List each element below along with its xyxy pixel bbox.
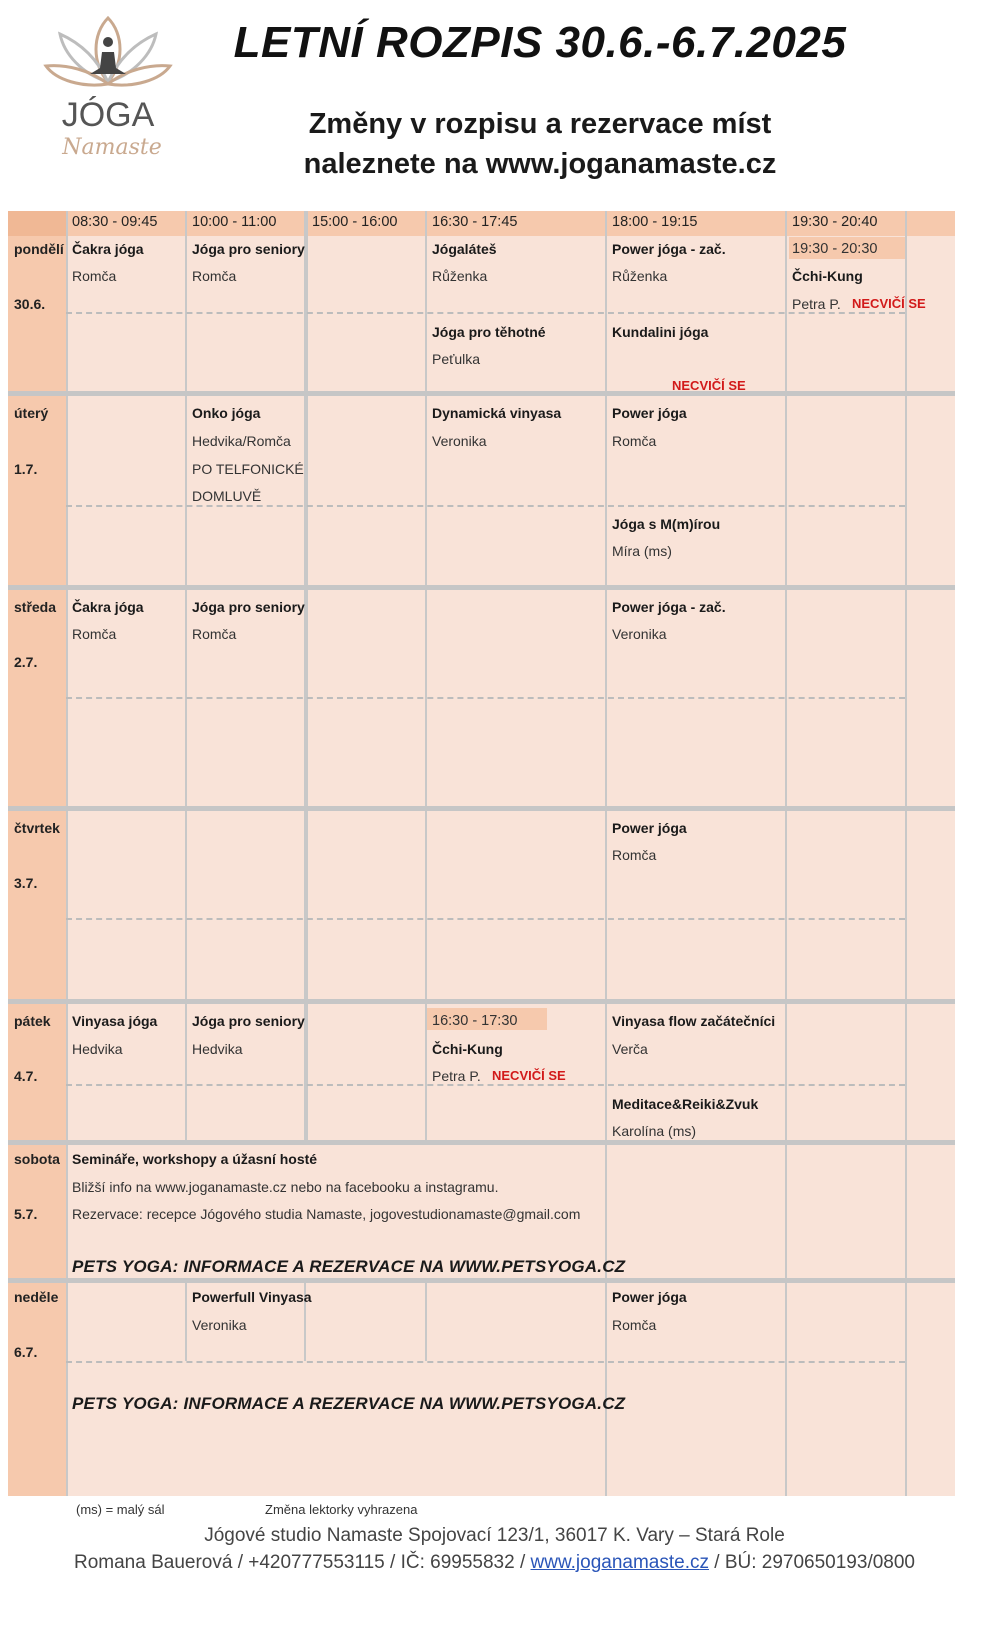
half-hour-dash <box>66 697 905 699</box>
half-hour-dash <box>66 312 905 314</box>
teacher-name: Růženka <box>612 268 668 284</box>
class-name: Vinyasa jóga <box>72 1013 158 1029</box>
pets-yoga-note: PETS YOGA: INFORMACE A REZERVACE NA WWW.PETSYOGA.CZ <box>72 1394 626 1413</box>
time-tag-label: 16:30 - 17:30 <box>432 1013 518 1029</box>
teacher-name: Růženka <box>432 268 488 284</box>
pets-yoga-note: PETS YOGA: INFORMACE A REZERVACE NA WWW.PETSYOGA.CZ <box>72 1257 626 1276</box>
teacher-name: Verča <box>612 1041 648 1057</box>
grid-line <box>605 211 607 1496</box>
class-name: Power jóga - zač. <box>612 599 726 615</box>
day-name-friday: pátek <box>14 1013 51 1029</box>
teacher-name: Petra P. <box>432 1068 481 1084</box>
day-name-wednesday: středa <box>14 599 57 615</box>
teacher-name: Romča <box>612 433 657 449</box>
row-separator <box>8 806 955 811</box>
teacher-name: Peťulka <box>432 351 481 367</box>
teacher-name: Petra P. <box>792 296 841 312</box>
class-name: Čchi-Kung <box>432 1041 503 1057</box>
row-separator <box>8 391 955 396</box>
logo-script-text: Namaste <box>62 135 162 160</box>
day-date-wednesday: 2.7. <box>14 654 38 670</box>
row-separator <box>8 1140 955 1145</box>
teacher-name: Hedvika <box>72 1041 123 1057</box>
day-date-saturday: 5.7. <box>14 1206 38 1222</box>
day-date-monday: 30.6. <box>14 296 46 312</box>
day-date-thursday: 3.7. <box>14 875 38 891</box>
row-separator <box>8 585 955 590</box>
logo-text: JÓGA <box>61 96 155 134</box>
class-name: Vinyasa flow začátečníci <box>612 1013 776 1029</box>
teacher-name: Romča <box>192 268 237 284</box>
class-name: Jóga pro seniory <box>192 599 305 615</box>
class-name: Čakra jóga <box>72 241 144 257</box>
bank-details: / BÚ: 2970650193/0800 <box>708 1552 915 1573</box>
studio-address: Jógové studio Namaste Spojovací 123/1, 36017 K. Vary – Stará Role <box>204 1525 785 1546</box>
cancelled-note: NECVIČÍ SE <box>852 296 926 311</box>
class-name: Jóga pro těhotné <box>432 324 546 340</box>
class-note: PO TELFONICKÉ <box>192 461 304 477</box>
contact-line <box>0 1552 989 1574</box>
class-name: Onko jóga <box>192 405 261 421</box>
small-hall-note: (ms) = malý sál <box>76 1502 165 1517</box>
slot-header: 19:30 - 20:40 <box>792 214 878 230</box>
grid-line <box>905 211 907 1496</box>
class-name: Power jóga <box>612 820 687 836</box>
teacher-change-note: Změna lektorky vyhrazena <box>265 1502 418 1517</box>
class-name: Powerfull Vinyasa <box>192 1289 312 1305</box>
grid-line <box>66 211 68 1496</box>
seminar-reservation: Rezervace: recepce Jógového studia Namaste, jogovestudionamaste@gmail.com <box>72 1206 581 1222</box>
class-name: Power jóga - zač. <box>612 241 726 257</box>
half-hour-dash <box>66 918 905 920</box>
class-name: Meditace&Reiki&Zvuk <box>612 1096 759 1112</box>
class-name: Čchi-Kung <box>792 268 863 284</box>
day-column <box>8 236 66 1496</box>
contact-details: Romana Bauerová / +420777553115 / IČ: 69955832 / <box>73 1552 531 1573</box>
half-hour-dash <box>66 505 905 507</box>
time-tag-label: 19:30 - 20:30 <box>792 241 878 257</box>
schedule-table <box>8 211 955 1496</box>
class-name: Jóga s M(m)írou <box>612 516 721 532</box>
day-name-tuesday: úterý <box>14 405 49 421</box>
subtitle-line-1: Změny v rozpisu a rezervace míst <box>308 108 772 140</box>
cancelled-note: NECVIČÍ SE <box>492 1068 566 1083</box>
half-hour-dash <box>66 1361 905 1363</box>
subtitle-line-2: naleznete na www.joganamaste.cz <box>303 148 777 180</box>
class-name: Jógaláteš <box>432 241 497 257</box>
teacher-name: Romča <box>612 847 657 863</box>
slot-header: 18:00 - 19:15 <box>612 214 698 230</box>
teacher-name: Hedvika/Romča <box>192 433 291 449</box>
half-hour-dash <box>66 1084 905 1086</box>
day-date-sunday: 6.7. <box>14 1344 38 1360</box>
teacher-name: Hedvika <box>192 1041 243 1057</box>
teacher-name: Veronika <box>612 626 667 642</box>
class-name: Jóga pro seniory <box>192 1013 305 1029</box>
teacher-name: Romča <box>72 268 117 284</box>
cancelled-note: NECVIČÍ SE <box>672 378 746 393</box>
class-note: DOMLUVĚ <box>192 488 262 504</box>
grid-line <box>185 1280 187 1361</box>
class-name: Power jóga <box>612 405 687 421</box>
class-name: Dynamická vinyasa <box>432 405 562 421</box>
joga-namaste-logo <box>42 4 174 170</box>
class-name: Jóga pro seniory <box>192 241 305 257</box>
lotus-icon <box>46 18 170 85</box>
slot-header: 16:30 - 17:45 <box>432 214 518 230</box>
grid-line <box>425 1280 427 1361</box>
grid-line <box>785 211 787 1496</box>
day-name-saturday: sobota <box>14 1151 60 1167</box>
teacher-name: Veronika <box>432 433 487 449</box>
page-title: LETNÍ ROZPIS 30.6.-6.7.2025 <box>233 18 847 67</box>
teacher-name: Míra (ms) <box>612 543 672 559</box>
class-name: Čakra jóga <box>72 599 144 615</box>
seminar-heading: Semináře, workshopy a úžasní hosté <box>72 1151 318 1167</box>
slot-header: 15:00 - 16:00 <box>312 214 398 230</box>
row-separator <box>8 999 955 1004</box>
teacher-name: Romča <box>192 626 237 642</box>
slot-header: 08:30 - 09:45 <box>72 214 158 230</box>
teacher-name: Romča <box>72 626 117 642</box>
day-name-thursday: čtvrtek <box>14 820 60 836</box>
row-separator <box>8 1278 955 1283</box>
header-corner <box>8 211 66 236</box>
slot-header: 10:00 - 11:00 <box>192 214 277 230</box>
teacher-name: Romča <box>612 1317 657 1333</box>
website-link[interactable]: www.joganamaste.cz <box>530 1552 709 1573</box>
teacher-name: Karolína (ms) <box>612 1123 697 1139</box>
day-date-friday: 4.7. <box>14 1068 38 1084</box>
day-name-sunday: neděle <box>14 1289 59 1305</box>
class-name: Power jóga <box>612 1289 687 1305</box>
teacher-name: Veronika <box>192 1317 247 1333</box>
seminar-info: Bližší info na www.joganamaste.cz nebo na facebooku a instagramu. <box>72 1179 499 1195</box>
class-name: Kundalini jóga <box>612 324 709 340</box>
day-name-monday: pondělí <box>14 241 64 257</box>
day-date-tuesday: 1.7. <box>14 461 38 477</box>
